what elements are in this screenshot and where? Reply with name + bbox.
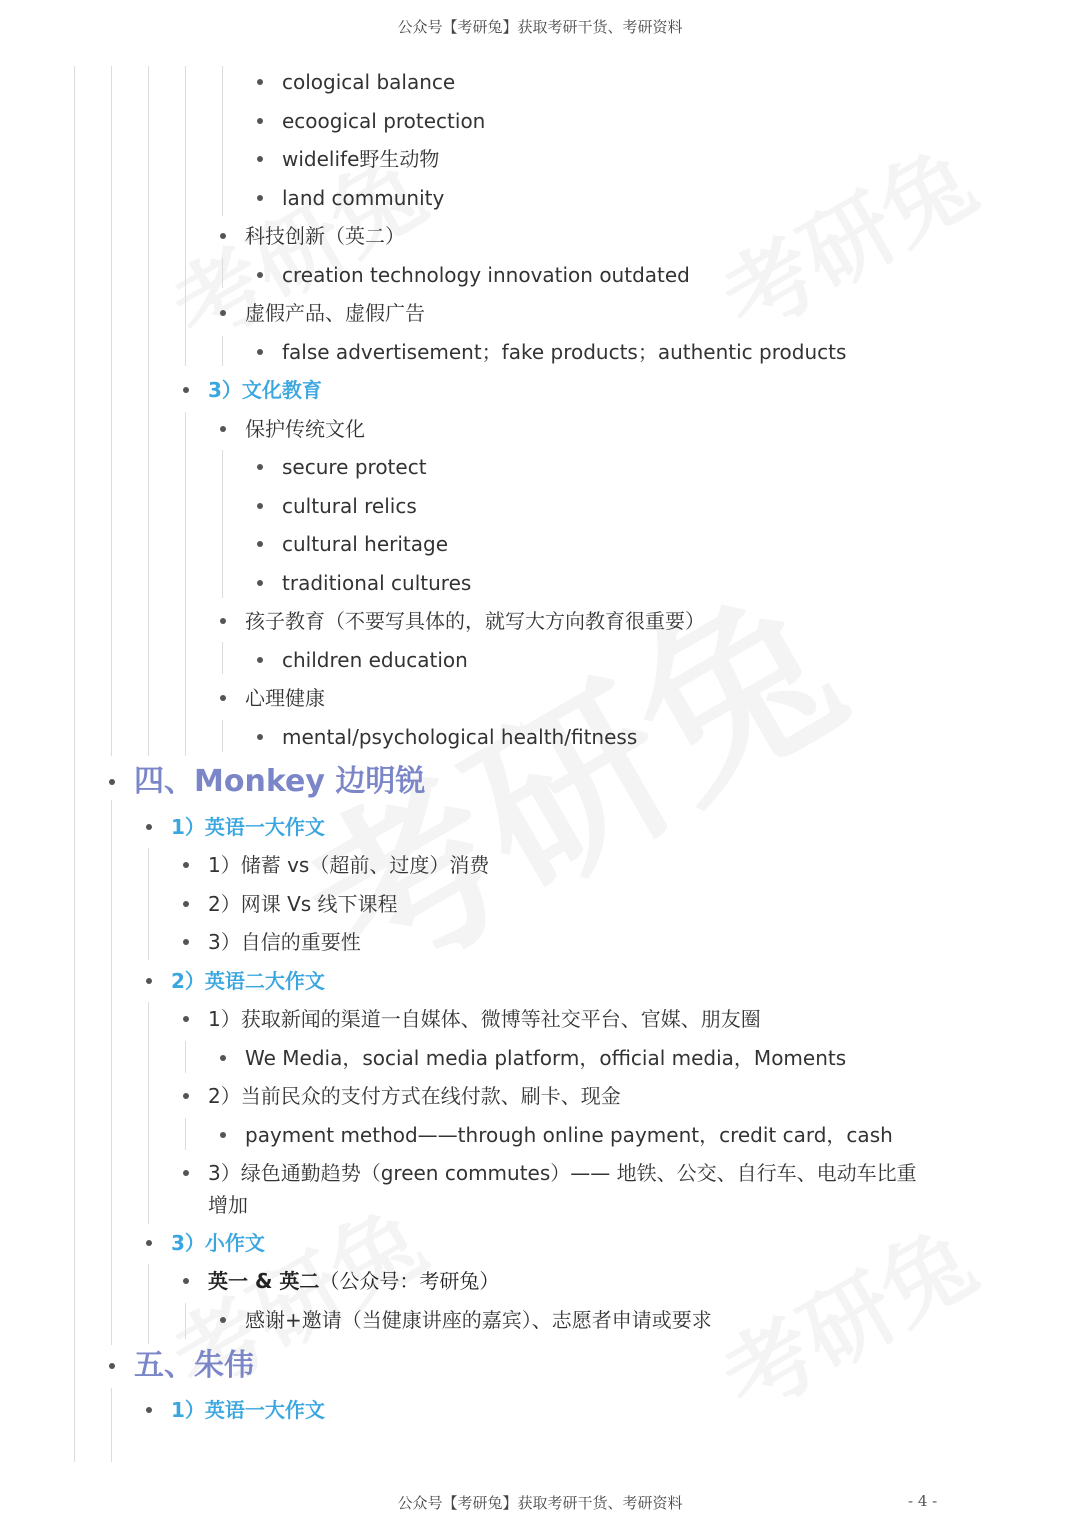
bullet-icon	[146, 1407, 152, 1413]
list-item	[208, 850, 489, 880]
list-item-text: traditional cultures	[282, 571, 472, 595]
list-item	[245, 606, 705, 636]
list-item-text: mental/psychological health/fitness	[282, 725, 638, 749]
bullet-icon	[183, 1093, 189, 1099]
list-item-text: ecoogical protection	[282, 109, 486, 133]
section-heading-text: 五、朱伟	[134, 1348, 254, 1383]
list-item	[282, 183, 444, 213]
list-item	[245, 1305, 712, 1335]
list-item	[282, 106, 485, 136]
subheading	[171, 812, 325, 842]
subheading-text: 1）英语一大作文	[171, 815, 325, 839]
page-number: - 4 -	[908, 1492, 938, 1510]
list-item-text: 保护传统文化	[245, 417, 365, 441]
list-item-text: 感谢+邀请（当健康讲座的嘉宾）、志愿者申请或要求	[245, 1308, 712, 1332]
page-footer: 公众号【考研兔】获取考研干货、考研资料	[397, 1494, 683, 1512]
bullet-icon	[183, 1170, 189, 1176]
bullet-icon	[109, 1363, 115, 1369]
subheading-text: 1）英语一大作文	[171, 1398, 325, 1422]
bullet-icon	[257, 580, 263, 586]
indent-guide	[111, 800, 112, 1345]
bullet-icon	[146, 978, 152, 984]
section-heading	[134, 1346, 254, 1386]
list-item	[282, 645, 468, 675]
list-item	[282, 452, 427, 482]
bullet-icon	[183, 862, 189, 868]
bullet-icon	[146, 1240, 152, 1246]
list-item	[245, 414, 365, 444]
section-heading-text: 四、Monkey 边明锐	[134, 764, 426, 799]
bullet-icon	[220, 426, 226, 432]
list-item-text: We Media，social media platform，official media，Moments	[245, 1046, 847, 1070]
section-heading	[134, 762, 425, 802]
list-item	[208, 1081, 621, 1111]
indent-guide	[222, 720, 223, 752]
subheading-text: 3）文化教育	[208, 378, 322, 402]
list-item-text: 2）网课 Vs 线下课程	[208, 892, 398, 916]
bullet-icon	[183, 1016, 189, 1022]
indent-guide	[111, 66, 112, 756]
bullet-icon	[220, 695, 226, 701]
list-item-text: creation technology innovation outdated	[282, 263, 690, 287]
bullet-icon	[257, 657, 263, 663]
list-item-text: false advertisement；fake products；authentic products	[282, 340, 847, 364]
bullet-icon	[257, 734, 263, 740]
list-item	[282, 337, 846, 367]
list-item-text: cological balance	[282, 70, 456, 94]
bullet-icon	[257, 349, 263, 355]
bullet-icon	[220, 233, 226, 239]
list-item	[208, 1266, 499, 1296]
list-item-text: cultural relics	[282, 494, 417, 518]
indent-guide	[148, 1002, 149, 1224]
list-item	[282, 260, 690, 290]
indent-guide	[148, 848, 149, 960]
list-item	[245, 1043, 846, 1073]
list-item-bold-text: 英一 & 英二	[208, 1269, 320, 1293]
subheading-text: 2）英语二大作文	[171, 969, 325, 993]
indent-guide	[222, 66, 223, 216]
bullet-icon	[257, 541, 263, 547]
list-item	[245, 298, 425, 328]
list-item	[208, 1157, 920, 1221]
indent-guide	[185, 1303, 186, 1339]
watermark	[696, 1191, 995, 1439]
list-item	[208, 927, 361, 957]
list-item-text: 孩子教育（不要写具体的，就写大方向教育很重要）	[245, 609, 705, 633]
indent-guide	[222, 642, 223, 674]
bullet-icon	[257, 272, 263, 278]
list-item	[245, 221, 405, 251]
indent-guide	[185, 66, 186, 366]
indent-guide	[222, 258, 223, 288]
indent-guide	[148, 66, 149, 756]
indent-guide	[185, 412, 186, 756]
list-item-text: widelife野生动物	[282, 147, 440, 171]
list-item-text: land community	[282, 186, 445, 210]
bullet-icon	[220, 1317, 226, 1323]
subheading-text: 3）小作文	[171, 1231, 265, 1255]
bullet-icon	[183, 939, 189, 945]
list-item-text: secure protect	[282, 455, 427, 479]
bullet-icon	[257, 156, 263, 162]
bullet-icon	[220, 618, 226, 624]
indent-guide	[111, 1388, 112, 1462]
list-item	[208, 1004, 761, 1034]
bullet-icon	[183, 387, 189, 393]
watermark	[696, 111, 995, 359]
bullet-icon	[257, 118, 263, 124]
bullet-icon	[146, 824, 152, 830]
indent-guide	[74, 66, 75, 1462]
bullet-icon	[257, 464, 263, 470]
list-item-text: 1）获取新闻的渠道一自媒体、微博等社交平台、官媒、朋友圈	[208, 1007, 761, 1031]
list-item-text: 1）储蓄 vs（超前、过度）消费	[208, 853, 490, 877]
list-item	[282, 722, 637, 752]
indent-guide	[222, 336, 223, 366]
bullet-icon	[109, 779, 115, 785]
list-item-text: payment method——through online payment，credit card，cash	[245, 1123, 893, 1147]
list-item	[245, 683, 325, 713]
bullet-icon	[257, 195, 263, 201]
subheading	[171, 1395, 325, 1425]
bullet-icon	[220, 1055, 226, 1061]
list-item-text: 心理健康	[245, 686, 325, 710]
bullet-icon	[183, 901, 189, 907]
list-item	[282, 144, 439, 174]
indent-guide	[185, 1118, 186, 1150]
page-header: 公众号【考研兔】获取考研干货、考研资料	[397, 18, 683, 36]
list-item	[245, 1120, 893, 1150]
bullet-icon	[220, 310, 226, 316]
subheading	[208, 375, 322, 405]
subheading	[171, 966, 325, 996]
indent-guide	[185, 1041, 186, 1073]
bullet-icon	[220, 1132, 226, 1138]
list-item-text: 虚假产品、虚假广告	[245, 301, 425, 325]
indent-guide	[222, 450, 223, 598]
bullet-icon	[183, 1278, 189, 1284]
list-item-text: 3）绿色通勤趋势（green commutes）—— 地铁、公交、自行车、电动车比重增加	[208, 1161, 917, 1217]
list-item	[282, 67, 455, 97]
list-item	[282, 568, 471, 598]
list-item-text: cultural heritage	[282, 532, 448, 556]
subheading	[171, 1228, 265, 1258]
list-item-text: 3）自信的重要性	[208, 930, 361, 954]
list-item	[282, 491, 417, 521]
bullet-icon	[257, 79, 263, 85]
list-item-suffix: （公众号：考研兔）	[319, 1269, 500, 1293]
list-item-text: children education	[282, 648, 468, 672]
list-item-text: 科技创新（英二）	[245, 224, 405, 248]
list-item	[282, 529, 448, 559]
bullet-icon	[257, 503, 263, 509]
list-item-text: 2）当前民众的支付方式在线付款、刷卡、现金	[208, 1084, 621, 1108]
indent-guide	[148, 1264, 149, 1344]
list-item	[208, 889, 398, 919]
